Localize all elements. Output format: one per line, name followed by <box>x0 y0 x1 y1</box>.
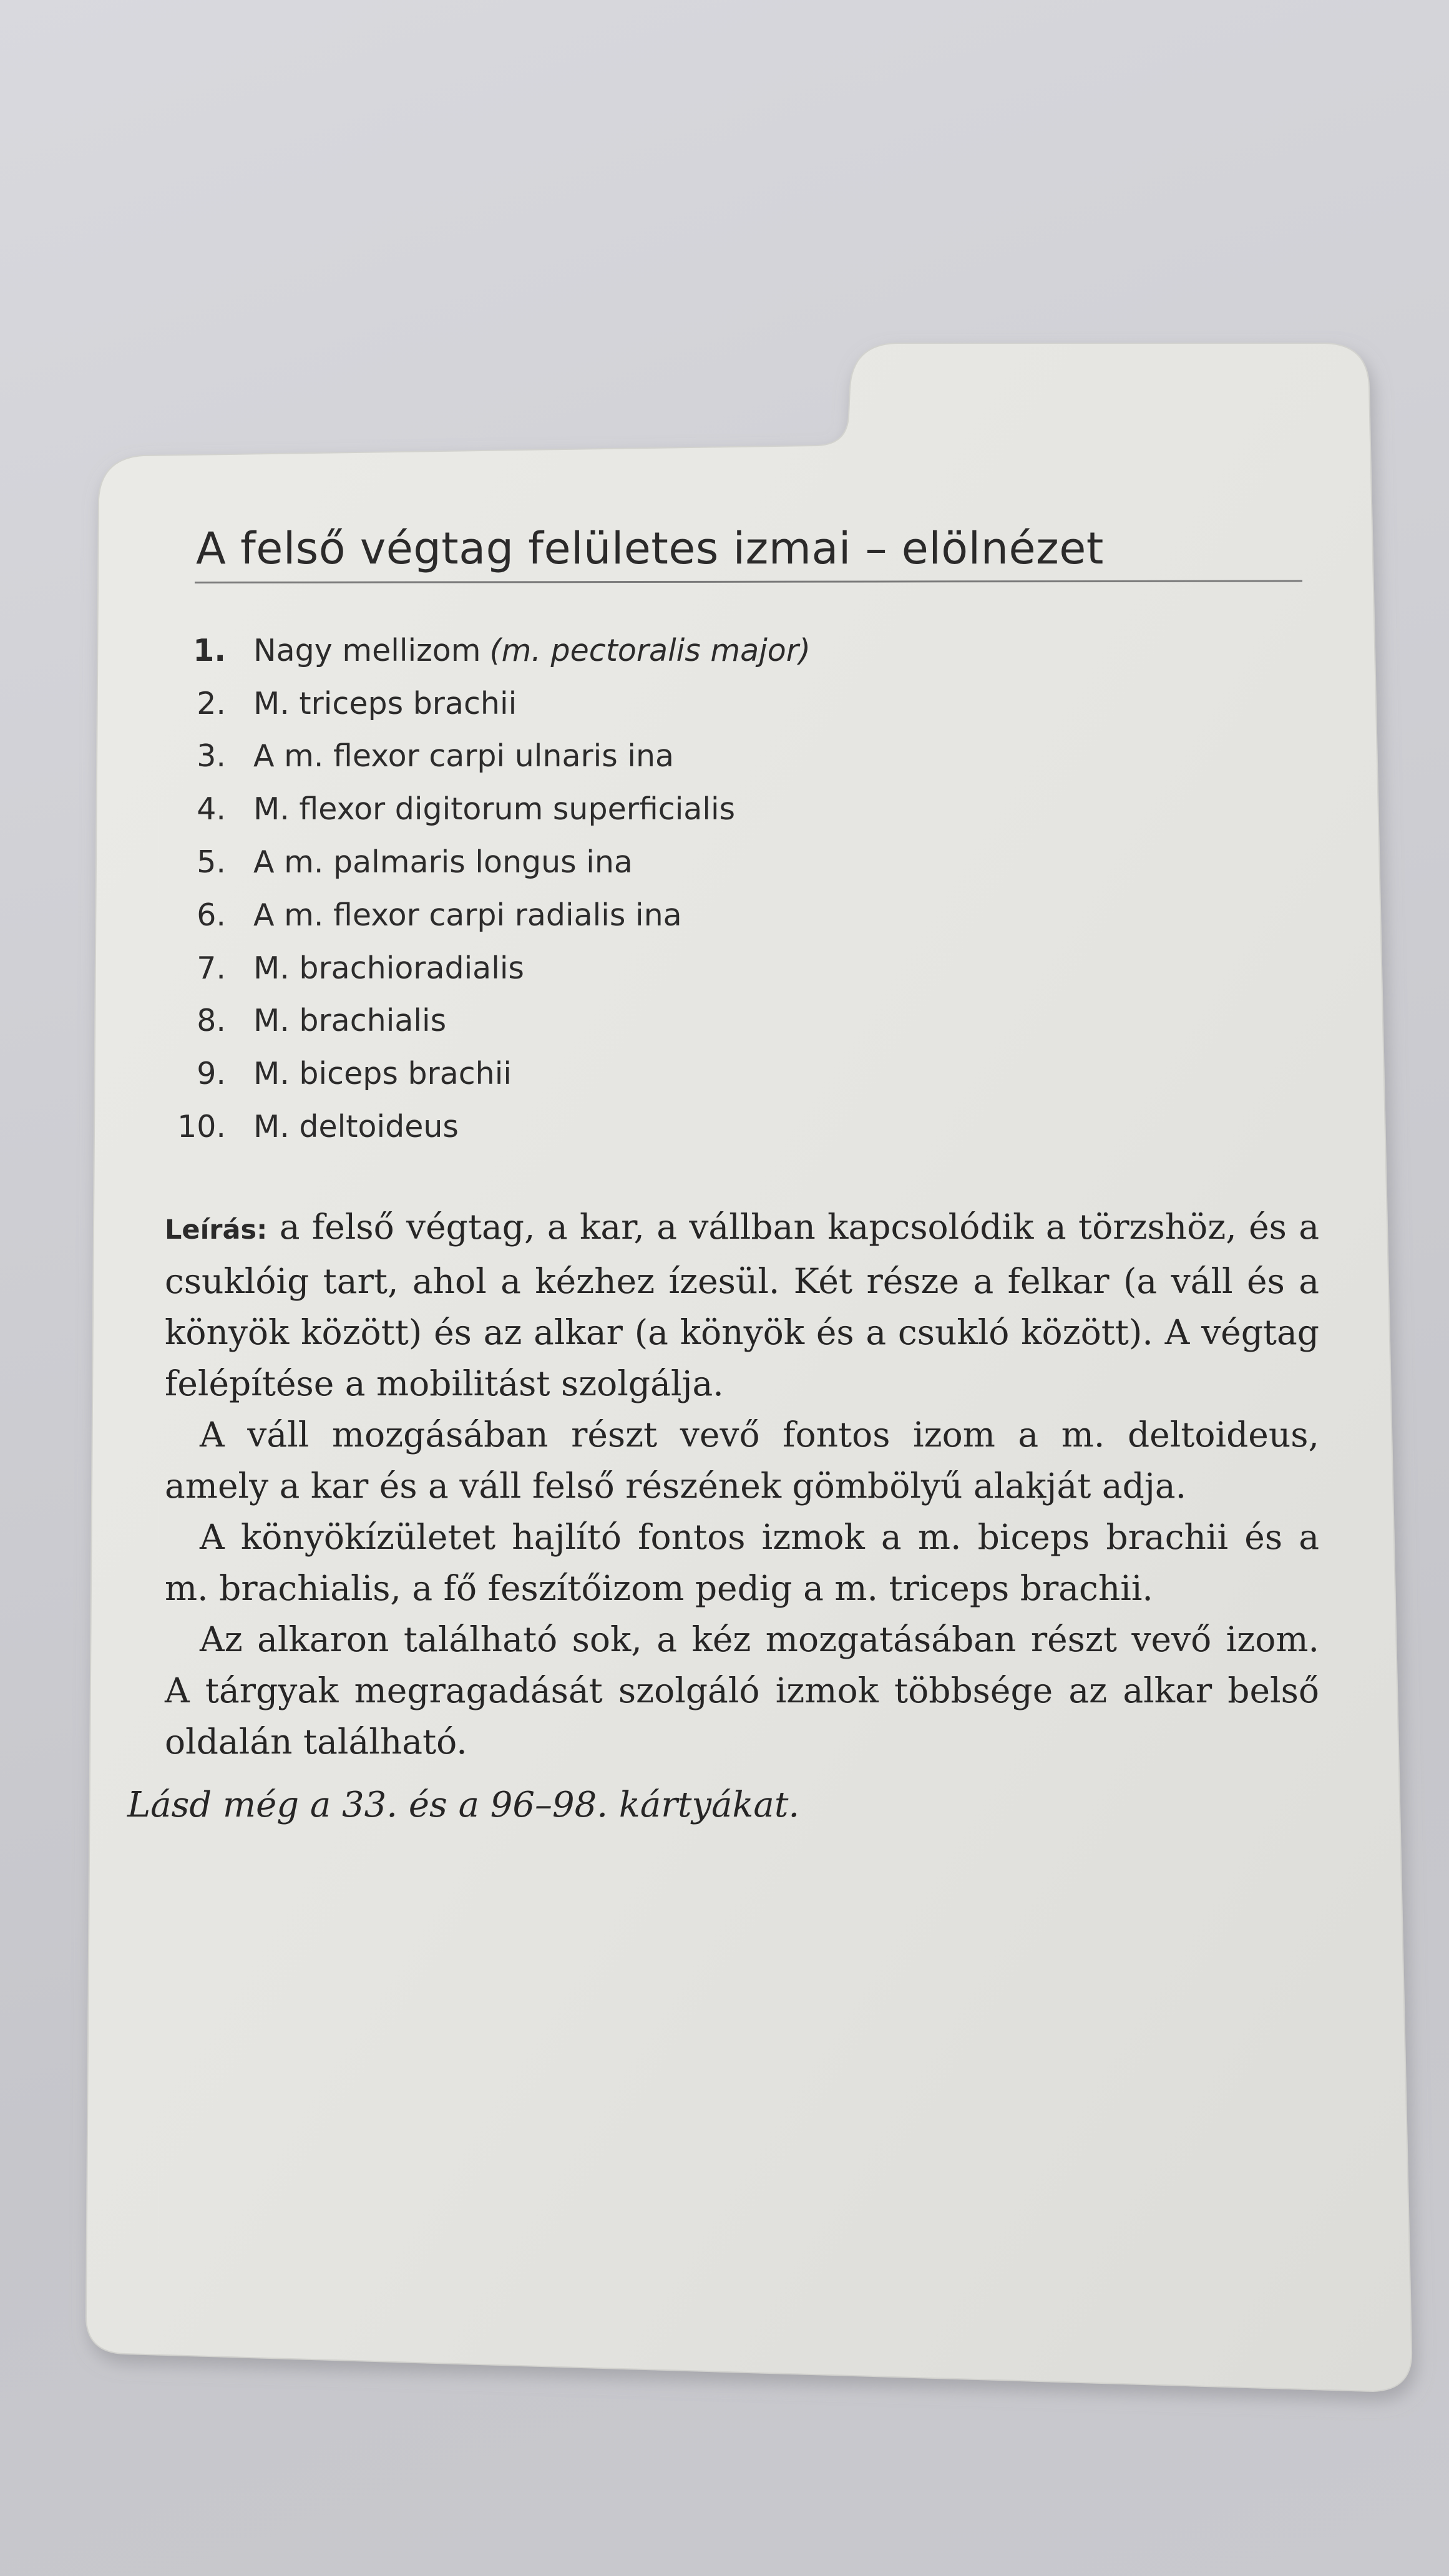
card-title: A felső végtag felületes izmai – elölnézet <box>196 523 1104 574</box>
item-number: 10. <box>177 1109 226 1145</box>
item-name: M. brachialis <box>253 1003 447 1039</box>
description-paragraph: A váll mozgásában részt vevő fontos izom a m. deltoideus, amely a kar és a váll felső részének gömbölyű alakját adja. <box>165 1415 1319 1506</box>
item-name: A m. flexor carpi ulnaris ina <box>253 738 675 774</box>
description-paragraph: Az alkaron található sok, a kéz mozgatásában részt vevő izom. A tárgyak megragadását szolgáló izmok többsége az alkar belső oldalán található. <box>165 1619 1319 1762</box>
item-number: 6. <box>197 897 226 933</box>
list-item <box>161 1100 1097 1153</box>
item-name: M. biceps brachii <box>253 1056 512 1092</box>
list-item <box>161 677 1097 730</box>
item-number: 9. <box>197 1056 226 1092</box>
description <box>165 1201 1319 1767</box>
item-name: M. triceps brachii <box>253 685 517 721</box>
description-paragraph <box>165 1201 1319 1409</box>
list-item <box>161 942 1097 995</box>
item-name: Nagy mellizom <box>253 632 481 668</box>
list-item <box>161 889 1097 942</box>
see-also-reference: Lásd még a 33. és a 96–98. kártyákat. <box>127 1785 800 1825</box>
item-number: 5. <box>197 844 226 881</box>
description-text: a felső végtag, a kar, a vállban kapcsolódik a törzshöz, és a csuklóig tart, ahol a kézhez ízesül. Két része a felkar (a váll és a könyök között) és az alkar (a könyök és a csukló között). A végtag felépítése a mobilitást szolgálja. <box>165 1207 1319 1403</box>
item-number: 8. <box>197 1003 226 1039</box>
item-name: M. flexor digitorum superficialis <box>253 791 736 827</box>
list-item <box>161 995 1097 1048</box>
item-name: A m. palmaris longus ina <box>253 844 633 881</box>
item-number: 1. <box>193 632 226 668</box>
item-name: A m. flexor carpi radialis ina <box>253 897 682 933</box>
item-name: M. deltoideus <box>253 1109 459 1145</box>
item-number: 4. <box>197 791 226 827</box>
list-item <box>161 1047 1097 1100</box>
item-name: M. brachioradialis <box>253 950 524 986</box>
description-label: Leírás: <box>165 1214 268 1246</box>
item-latin-name: (m. pectoralis major) <box>489 632 811 668</box>
description-paragraph: A könyökízületet hajlító fontos izmok a m. biceps brachii és a m. brachialis, a fő feszítőizom pedig a m. triceps brachii. <box>165 1517 1319 1608</box>
item-number: 2. <box>197 685 226 721</box>
list-item <box>161 783 1097 836</box>
item-number: 3. <box>197 738 226 774</box>
list-item <box>161 836 1097 889</box>
list-item <box>161 624 1097 677</box>
list-item <box>161 730 1097 783</box>
muscle-list <box>161 624 1097 1153</box>
item-number: 7. <box>197 950 226 986</box>
